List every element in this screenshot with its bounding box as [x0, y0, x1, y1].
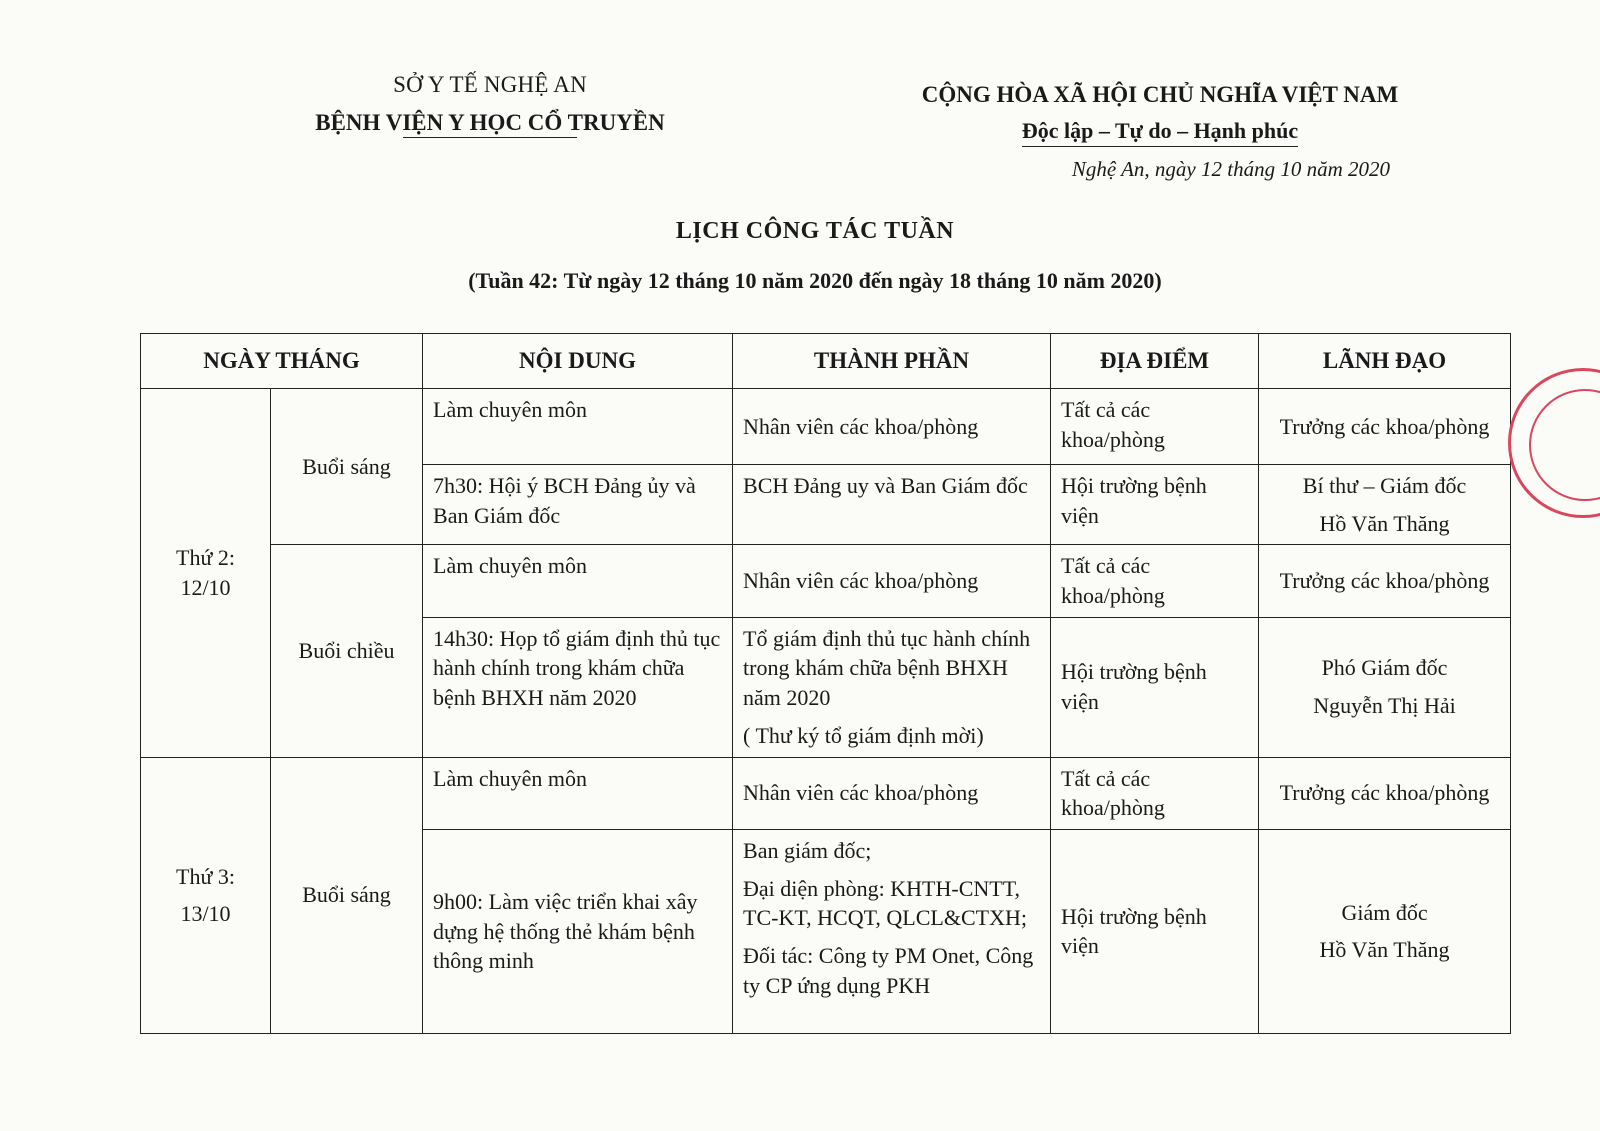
leader-cell [1259, 829, 1511, 1033]
leader-name: Nguyễn Thị Hải [1313, 693, 1456, 719]
leader-title: Giám đốc [1341, 899, 1428, 925]
table-row [141, 545, 1511, 617]
location-cell: Hội trường bệnh viện [1051, 829, 1259, 1033]
session-cell: Buổi chiều [271, 545, 423, 757]
leader-name: Hồ Văn Thăng [1319, 510, 1450, 536]
table-row [141, 757, 1511, 829]
schedule-table-wrapper [140, 333, 1510, 1034]
members-cell: Nhân viên các khoa/phòng [733, 545, 1051, 617]
hospital-name-underline [403, 137, 577, 139]
content-cell: Làm chuyên môn [423, 757, 733, 829]
content-cell: Làm chuyên môn [423, 545, 733, 617]
national-motto: Độc lập – Tự do – Hạnh phúc [1022, 118, 1298, 147]
location-cell: Tất cả các khoa/phòng [1051, 389, 1259, 465]
content-cell: 7h30: Hội ý BCH Đảng ủy và Ban Giám đốc [423, 465, 733, 545]
table-row [141, 389, 1511, 465]
content-cell: 14h30: Họp tổ giám định thủ tục hành chính trong khám chữa bệnh BHXH năm 2020 [423, 617, 733, 757]
members-cell [733, 829, 1051, 1033]
day-date: 13/10 [180, 901, 231, 927]
header-content: NỘI DUNG [423, 334, 733, 389]
national-block [890, 82, 1430, 182]
members-board: Ban giám đốc; [743, 837, 872, 863]
members-note: ( Thư ký tổ giám định mời) [743, 722, 984, 748]
day-cell [141, 757, 271, 1033]
department-name: SỞ Y TẾ NGHỆ AN [393, 72, 587, 97]
day-name: Thứ 2: [176, 545, 235, 571]
members-departments: Đại diện phòng: KHTH-CNTT, TC-KT, HCQT, QLCL&CTXH; [743, 875, 1027, 931]
hospital-name-text: BỆNH VIỆN Y HỌC CỔ TRUYỀN [315, 110, 665, 135]
leader-title: Bí thư – Giám đốc [1302, 473, 1467, 498]
members-cell: Nhân viên các khoa/phòng [733, 389, 1051, 465]
schedule-table [140, 333, 1511, 1034]
location-cell: Tất cả các khoa/phòng [1051, 545, 1259, 617]
header-date: NGÀY THÁNG [141, 334, 423, 389]
official-stamp [1508, 368, 1600, 518]
issue-date: Nghệ An, ngày 12 tháng 10 năm 2020 [1071, 157, 1390, 181]
leader-name: Hồ Văn Thăng [1319, 937, 1450, 963]
day-name: Thứ 3: [176, 863, 235, 889]
header-members: THÀNH PHẦN [733, 334, 1051, 389]
nation-name: CỘNG HÒA XÃ HỘI CHỦ NGHĨA VIỆT NAM [921, 82, 1399, 107]
members-text: Tổ giám định thủ tục hành chính trong khám chữa bệnh BHXH năm 2020 [743, 625, 1031, 711]
members-cell: Nhân viên các khoa/phòng [733, 757, 1051, 829]
official-stamp-inner-ring [1529, 389, 1600, 501]
table-header-row [141, 334, 1511, 389]
header-leader: LÃNH ĐẠO [1259, 334, 1511, 389]
members-cell: BCH Đảng uy và Ban Giám đốc [733, 465, 1051, 545]
content-cell: Làm chuyên môn [423, 389, 733, 465]
day-date: 12/10 [180, 574, 231, 600]
leader-cell: Trưởng các khoa/phòng [1259, 389, 1511, 465]
hospital-name [315, 110, 665, 136]
document-title: LỊCH CÔNG TÁC TUẦN [675, 218, 955, 244]
session-cell: Buổi sáng [271, 389, 423, 545]
leader-cell [1259, 617, 1511, 757]
leader-cell [1259, 465, 1511, 545]
location-cell: Hội trường bệnh viện [1051, 465, 1259, 545]
document-subtitle: (Tuần 42: Từ ngày 12 tháng 10 năm 2020 đến ngày 18 tháng 10 năm 2020) [468, 268, 1162, 293]
content-cell: 9h00: Làm việc triển khai xây dựng hệ thống thẻ khám bệnh thông minh [423, 829, 733, 1033]
leader-title: Phó Giám đốc [1321, 655, 1448, 681]
members-cell [733, 617, 1051, 757]
issuer-block [280, 72, 700, 136]
location-cell: Hội trường bệnh viện [1051, 617, 1259, 757]
session-cell: Buổi sáng [271, 757, 423, 1033]
header-location: ĐỊA ĐIỂM [1051, 334, 1259, 389]
leader-cell: Trưởng các khoa/phòng [1259, 757, 1511, 829]
members-partners: Đối tác: Công ty PM Onet, Công ty CP ứng dụng PKH [743, 942, 1034, 998]
day-cell [141, 389, 271, 758]
location-cell: Tất cả các khoa/phòng [1051, 757, 1259, 829]
leader-cell: Trưởng các khoa/phòng [1259, 545, 1511, 617]
